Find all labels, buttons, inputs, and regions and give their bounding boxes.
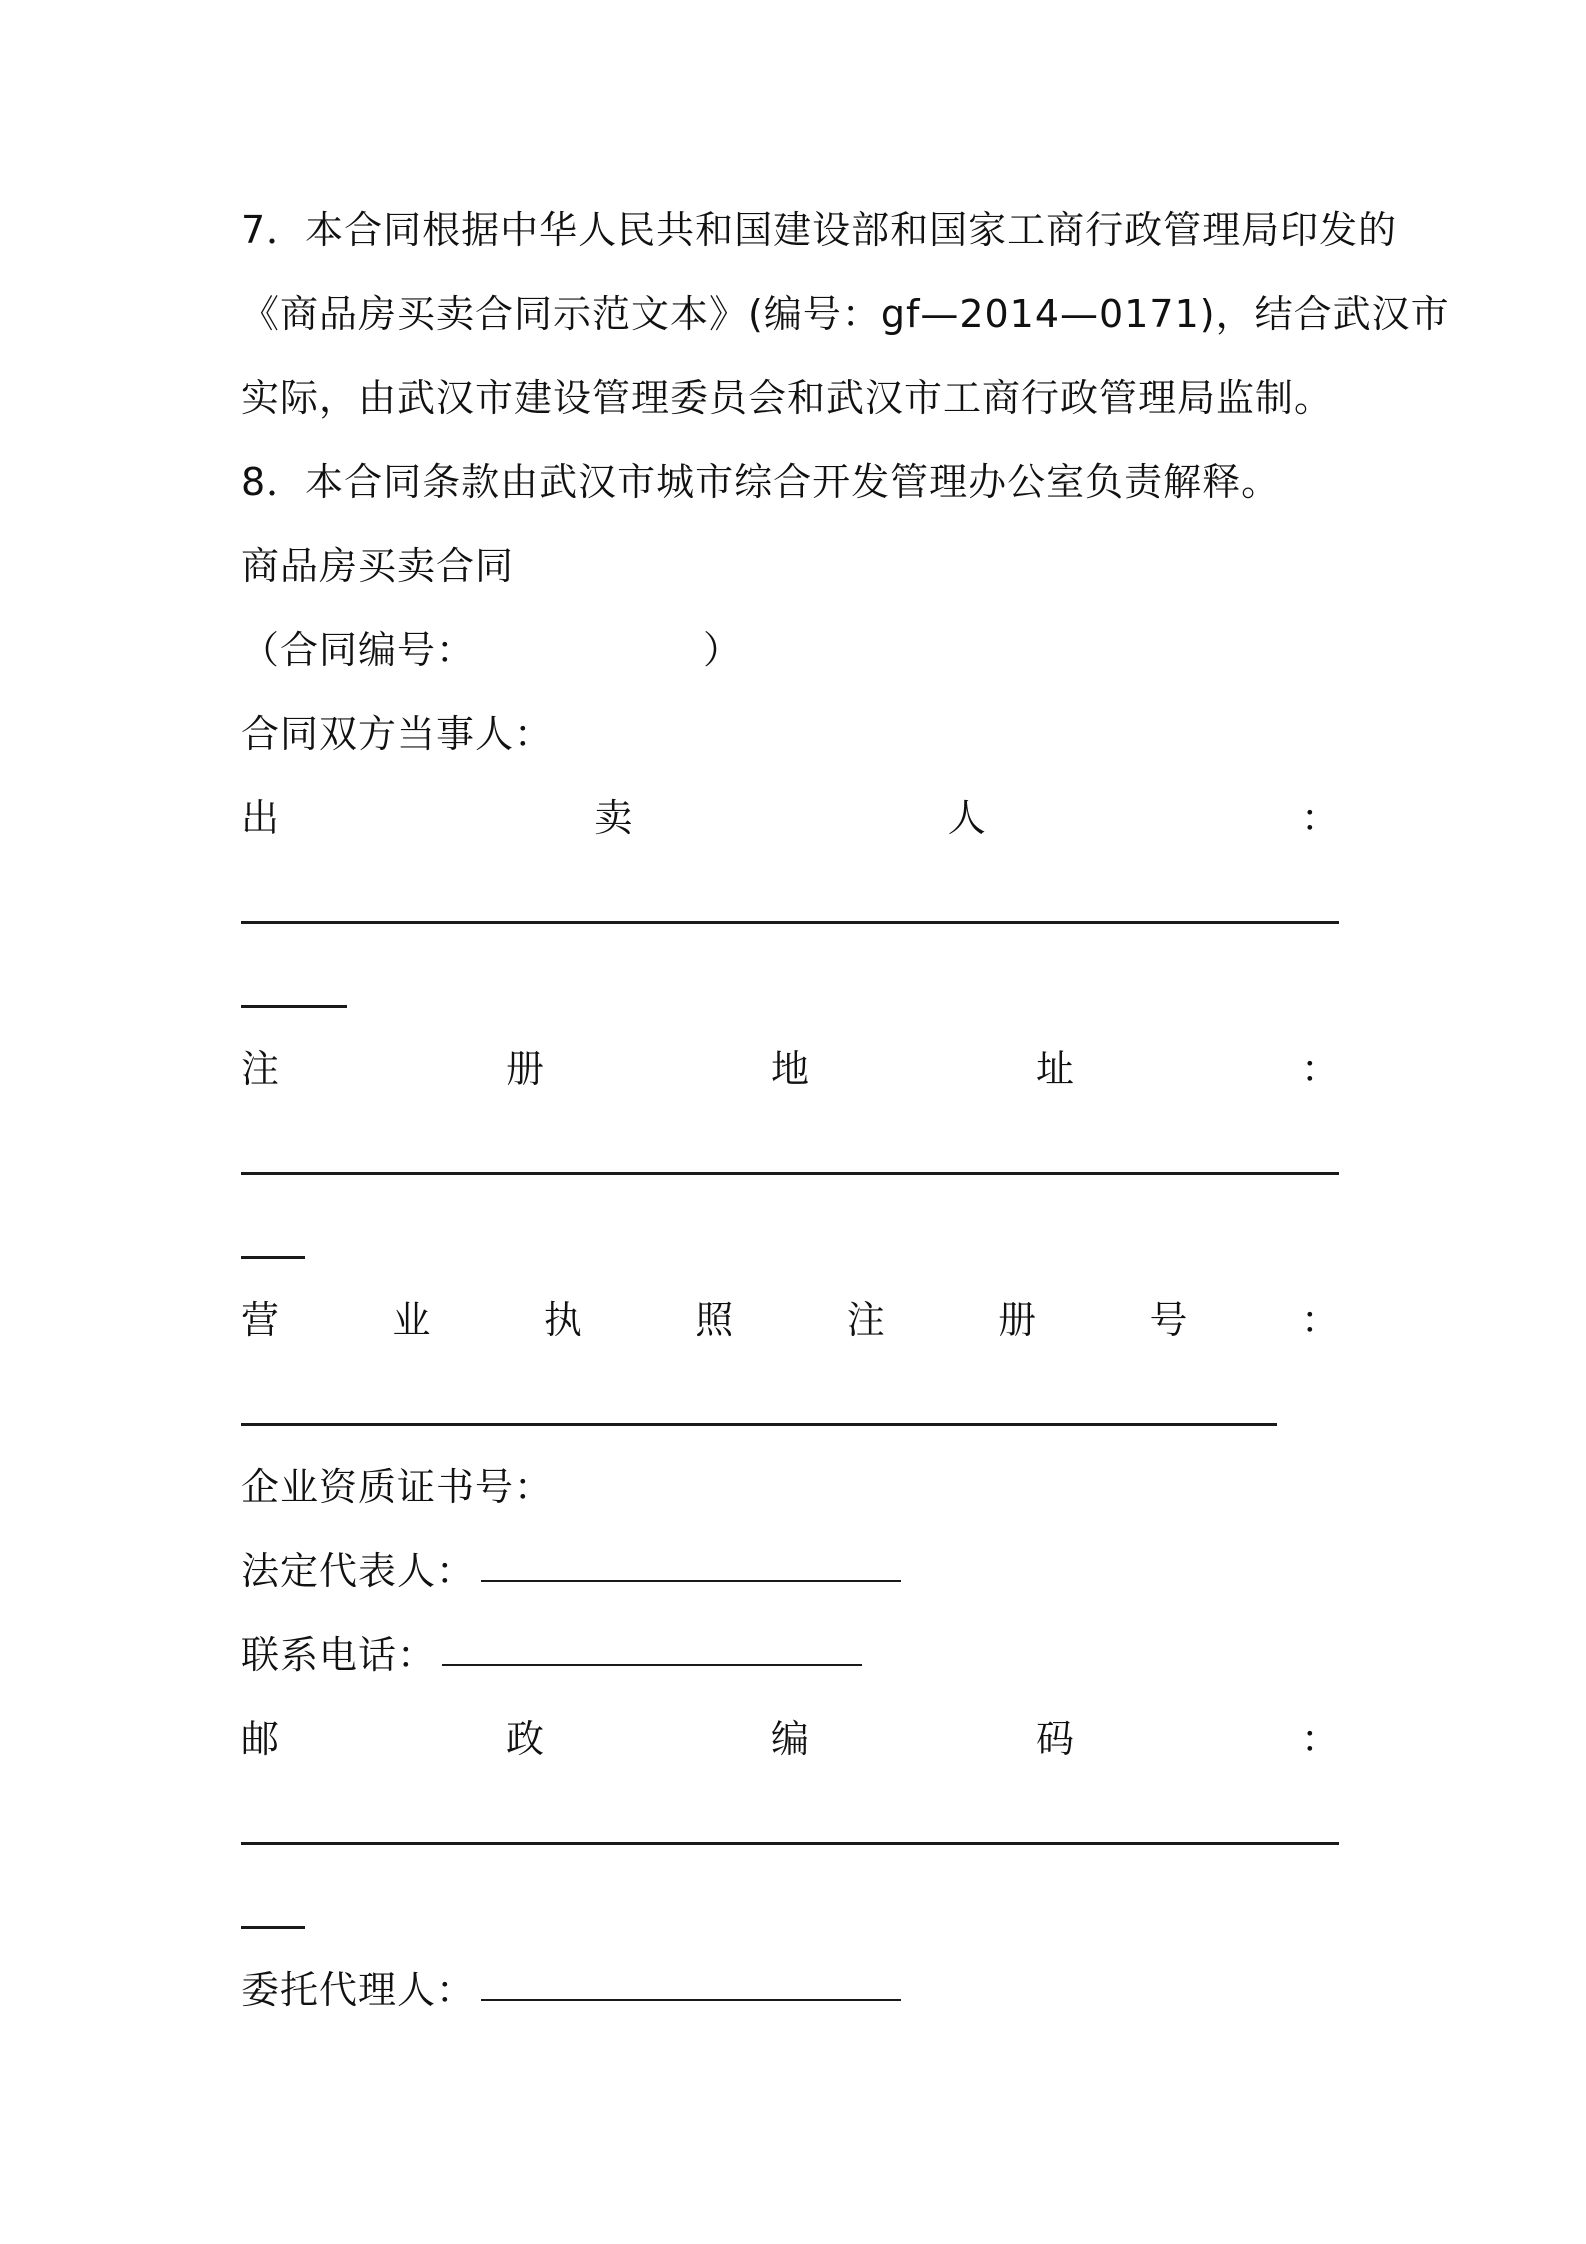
- agent-blank[interactable]: [481, 1999, 901, 2001]
- license-label: [241, 1296, 1339, 1344]
- seller-blank-line-1[interactable]: [241, 921, 1339, 924]
- legal-rep-row: [241, 1547, 1339, 1595]
- parties-label: 合同双方当事人：: [241, 712, 554, 756]
- clause-7-line-3: 实际，由武汉市建设管理委员会和武汉市工商行政管理局监制。: [241, 376, 1334, 420]
- agent-label: 委托代理人：: [241, 1968, 476, 2012]
- seller-char: 卖: [594, 796, 633, 840]
- address-char: 注: [241, 1047, 280, 1091]
- address-blank-line-1[interactable]: [241, 1172, 1339, 1175]
- contract-number-row: [241, 626, 1339, 674]
- clause-7-line-1: 7．本合同根据中华人民共和国建设部和国家工商行政管理局印发的: [241, 208, 1398, 252]
- legal-rep-label: 法定代表人：: [241, 1549, 476, 1593]
- license-char: 号: [1149, 1298, 1188, 1342]
- postcode-char: 政: [505, 1717, 544, 1761]
- address-colon: ：: [1300, 1047, 1339, 1091]
- address-char: 册: [505, 1047, 544, 1091]
- address-char: 地: [770, 1047, 809, 1091]
- license-char: 业: [392, 1298, 431, 1342]
- contract-number-label: （合同编号：: [241, 628, 476, 672]
- license-char: 营: [241, 1298, 280, 1342]
- address-char: 址: [1035, 1047, 1074, 1091]
- address-label: [241, 1045, 1339, 1093]
- license-char: 照: [695, 1298, 734, 1342]
- phone-label: 联系电话：: [241, 1633, 437, 1677]
- postcode-blank-line-1[interactable]: [241, 1842, 1339, 1845]
- postcode-colon: ：: [1300, 1717, 1339, 1761]
- seller-colon: ：: [1300, 796, 1339, 840]
- license-char: 册: [998, 1298, 1037, 1342]
- seller-char: 出: [241, 796, 280, 840]
- seller-char: 人: [947, 796, 986, 840]
- phone-row: [241, 1631, 1339, 1679]
- license-char: 注: [846, 1298, 885, 1342]
- clause-8: 8．本合同条款由武汉市城市综合开发管理办公室负责解释。: [241, 460, 1281, 504]
- address-blank-line-2[interactable]: [241, 1256, 305, 1259]
- license-colon: ：: [1300, 1298, 1339, 1342]
- contract-number-close: ）: [703, 628, 743, 672]
- qualification-label: 企业资质证书号：: [241, 1465, 554, 1509]
- postcode-label: [241, 1715, 1339, 1763]
- license-blank-line[interactable]: [241, 1423, 1277, 1426]
- legal-rep-blank[interactable]: [481, 1580, 901, 1582]
- agent-row: [241, 1966, 1339, 2014]
- license-char: 执: [543, 1298, 582, 1342]
- phone-blank[interactable]: [442, 1664, 862, 1666]
- seller-label: [241, 794, 1339, 842]
- postcode-char: 邮: [241, 1717, 280, 1761]
- contract-title: 商品房买卖合同: [241, 544, 515, 588]
- clause-7-line-2: 《商品房买卖合同示范文本》(编号：gf—2014—0171)，结合武汉市: [241, 292, 1450, 336]
- postcode-blank-line-2[interactable]: [241, 1926, 305, 1929]
- seller-blank-line-2[interactable]: [241, 1005, 347, 1008]
- postcode-char: 码: [1035, 1717, 1074, 1761]
- postcode-char: 编: [770, 1717, 809, 1761]
